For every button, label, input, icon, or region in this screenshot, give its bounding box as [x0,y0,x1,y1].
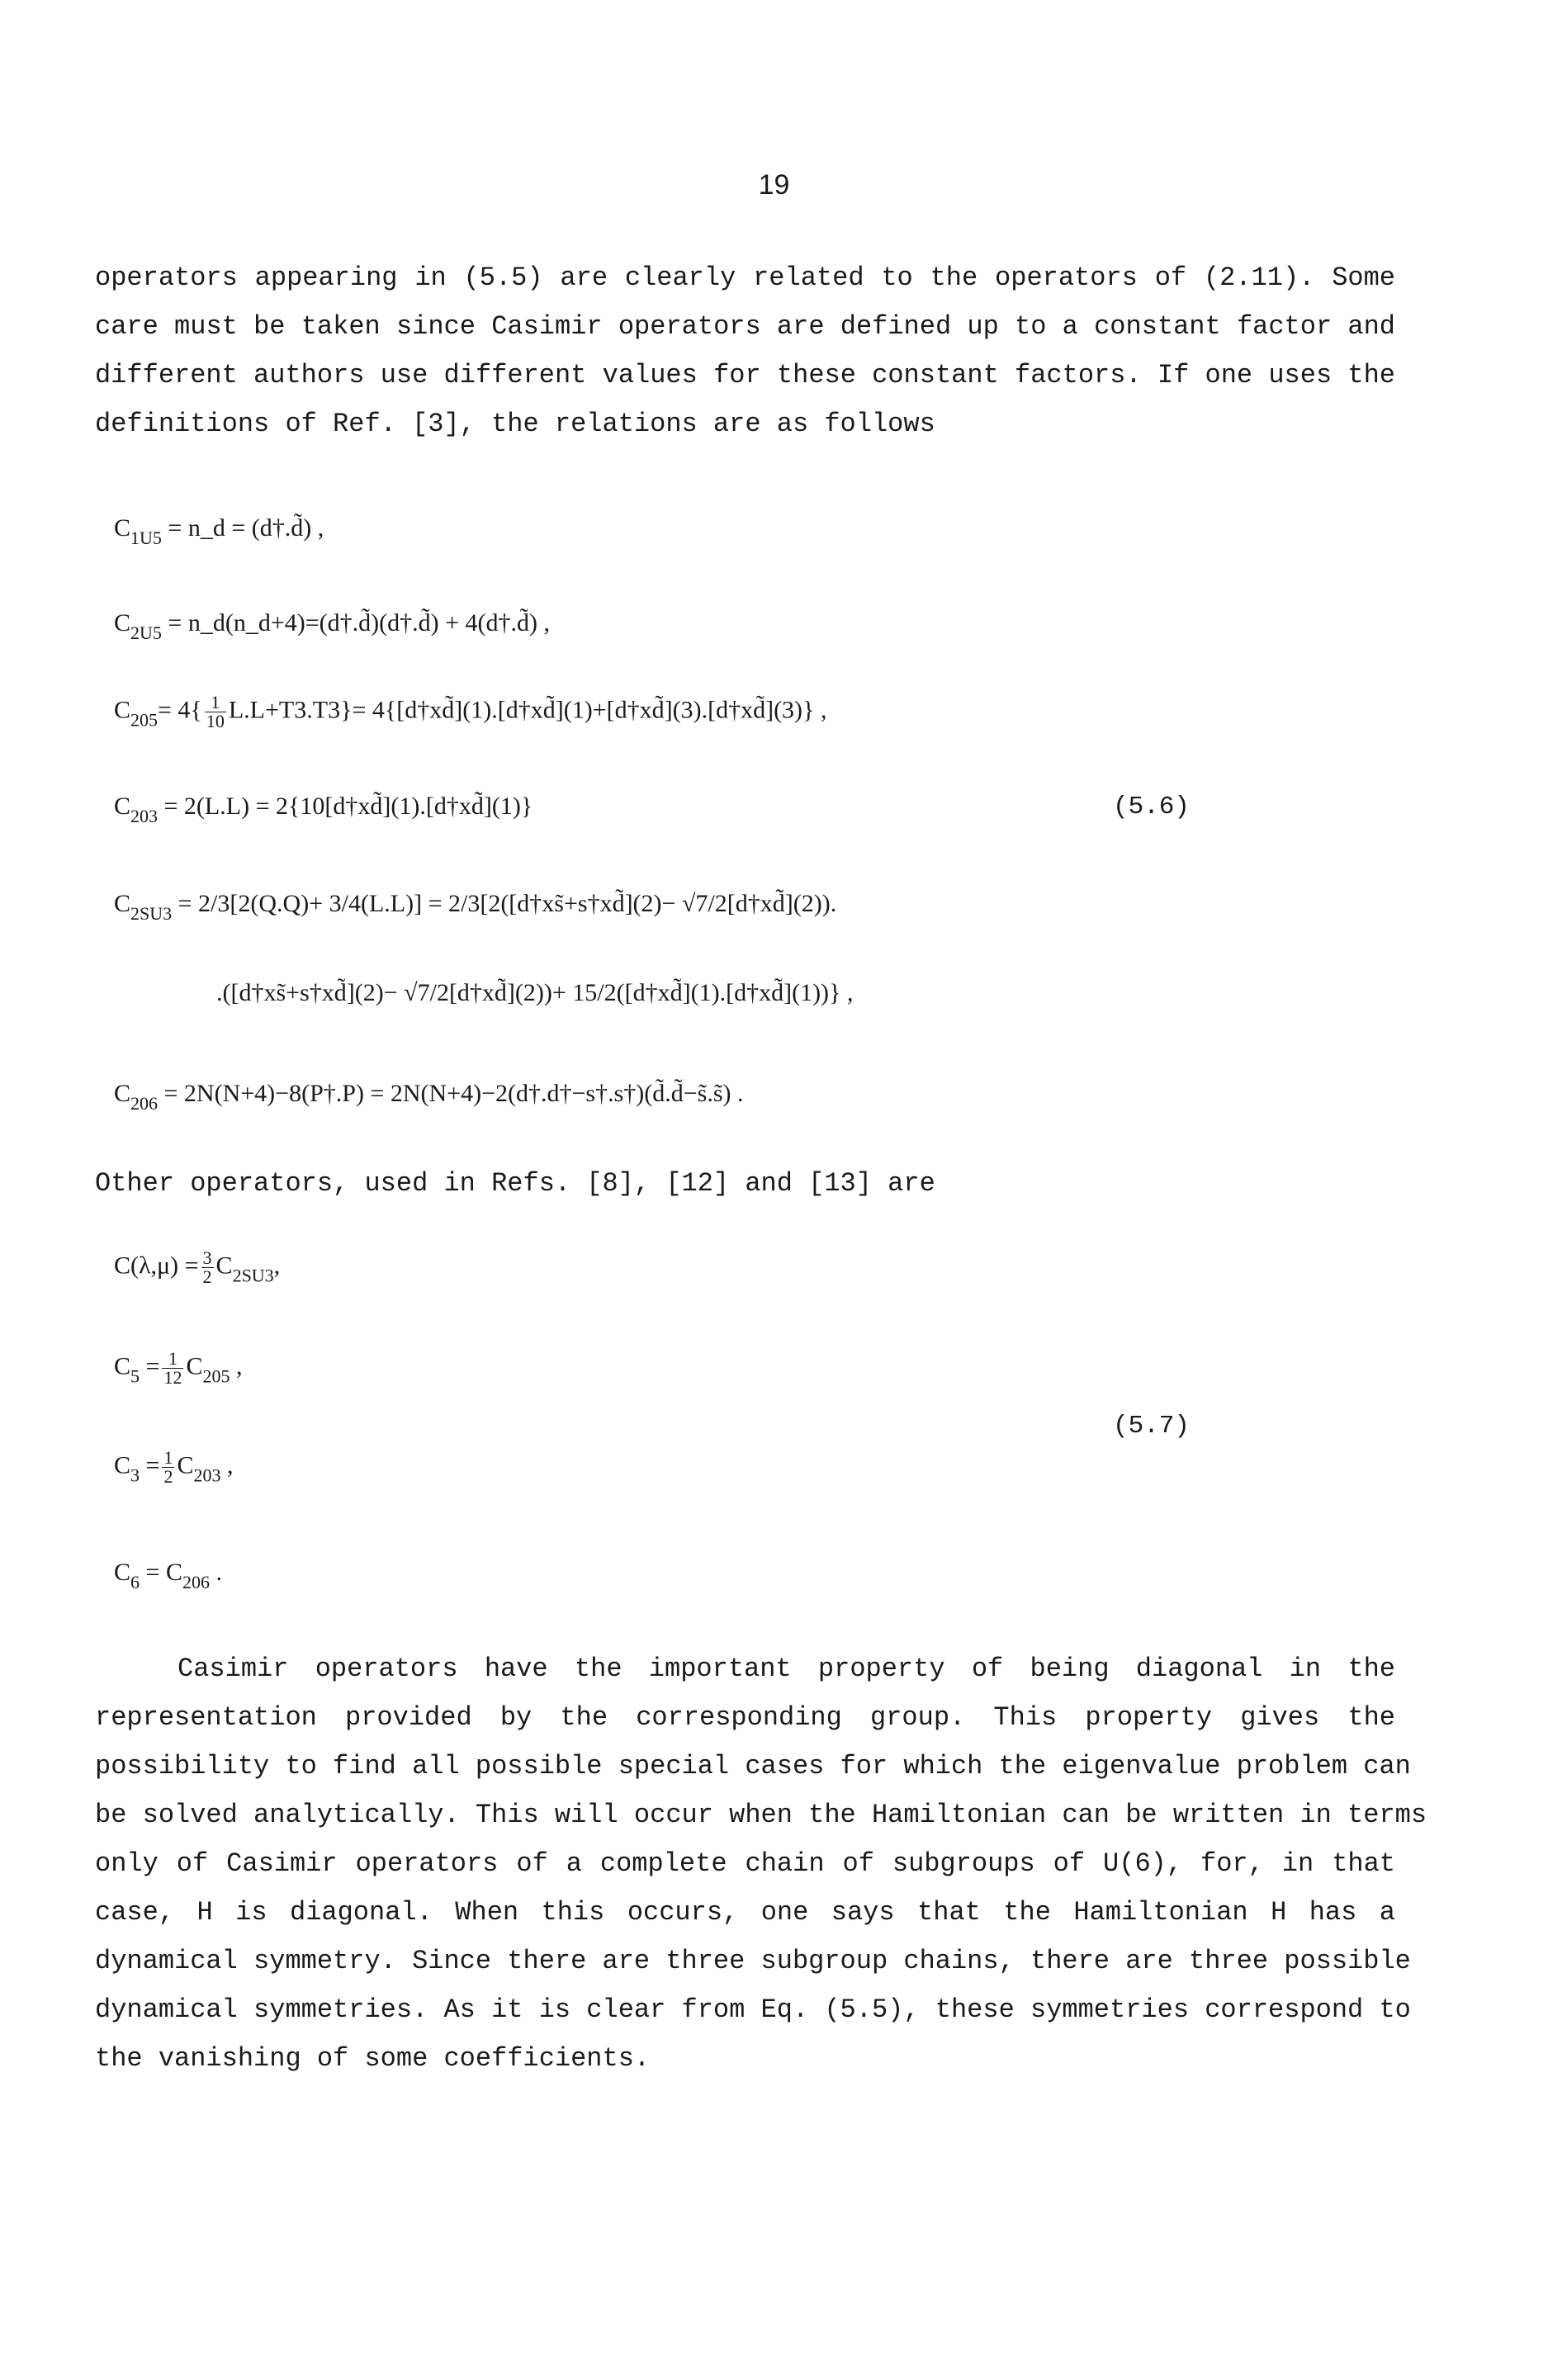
paragraph-line: the vanishing of some coefficients. [95,2043,651,2074]
page-number: 19 [758,169,790,201]
equation-c2su3-line1: $C_{2SU3} = 2/3[2(Q.Q)+ 3/4(L.L)]$ = 2/3[2([d†xs̃+s†xd̃](2)− √7/2[d†xd̃](2)). [114,890,837,924]
paragraph-line: definitions of Ref. [3], the relations are as follows [95,409,935,439]
equation-c203: $C_{203} = 2(L.L)$ = 2{10[d†xd̃](1).[d†xd̃](1)} [114,793,533,826]
paragraph-line: dynamical symmetry. Since there are three subgroup chains, there are three possible [95,1946,1411,1976]
equation-c-lambda-mu: C(λ,μ) = $\frac{3}{2}$ $C_{2SU3}$, [114,1247,281,1287]
equation-c6: $C_6 = C_{206}$ . [114,1559,222,1592]
equation-c3: $C_3$ = $\frac{1}{2}$ $C_{203}$ , [114,1447,234,1487]
equation-c2su3-line2: .([d†xs̃+s†xd̃](2)− √7/2[d†xd̃](2))+ 15/2([d†xd̃](1).[d†xd̃](1))} , [216,979,854,1006]
paragraph-line: care must be taken since Casimir operators are defined up to a constant factor and [95,311,1395,342]
equation-c205: $C_{205}= 4${ $\frac{1}{10}$ L.L+T3.T3}= 4{[d†xd̃](1).[d†xd̃](1)+[d†xd̃](3).[d†xd̃](3)} , [114,692,827,731]
paragraph-line: operators appearing in (5.5) are clearly related to the operators of (2.11). Some [95,263,1395,293]
paragraph-casimir [95,1644,1427,2083]
fraction: $\frac{1}{2}$ [163,1447,173,1487]
fraction: $\frac{3}{2}$ [202,1247,212,1287]
equation-c5: $C_5$ = $\frac{1}{12}$ $C_{205}$ , [114,1348,243,1388]
paragraph-line: be solved analytically. This will occur when the Hamiltonian can be written in terms [95,1800,1427,1830]
fraction: $\frac{1}{12}$ [163,1348,182,1388]
equation-number-5-6: (5.6) [1113,793,1191,821]
paragraph-line: representation provided by the corresponding group. This property gives the [95,1702,1395,1733]
paragraph-line: possibility to find all possible special cases for which the eigenvalue problem can [95,1751,1411,1781]
equation-c206: $C_{206}$ = 2N(N+4)−8(P†.P) = 2N(N+4)−2(d†.d†−s†.s†)(d̃.d̃−s̃.s̃) . [114,1080,744,1114]
paragraph-line: different authors use different values for these constant factors. If one uses the [95,360,1395,390]
text-other-operators: Other operators, used in Refs. [8], [12] and [13] are [95,1168,935,1199]
paragraph-intro [95,253,1395,448]
paragraph-line: Casimir operators have the important property of being diagonal in the [178,1654,1395,1684]
fraction: $\frac{1}{10}$ [206,692,225,731]
equation-number-5-7: (5.7) [1113,1412,1191,1441]
paragraph-line: dynamical symmetries. As it is clear from Eq. (5.5), these symmetries correspond to [95,1994,1411,2025]
equation-c2u5: $C_{2U5}$ = n_d(n_d+4)=(d†.d̃)(d†.d̃) + 4(d†.d̃) , [114,609,551,643]
equation-c1u5: $C_{1U5}$ = n_d = (d†.d̃) , [114,514,324,548]
paragraph-line: case, H is diagonal. When this occurs, one says that the Hamiltonian H has a [95,1897,1395,1928]
paragraph-line: only of Casimir operators of a complete chain of subgroups of U(6), for, in that [95,1848,1395,1879]
